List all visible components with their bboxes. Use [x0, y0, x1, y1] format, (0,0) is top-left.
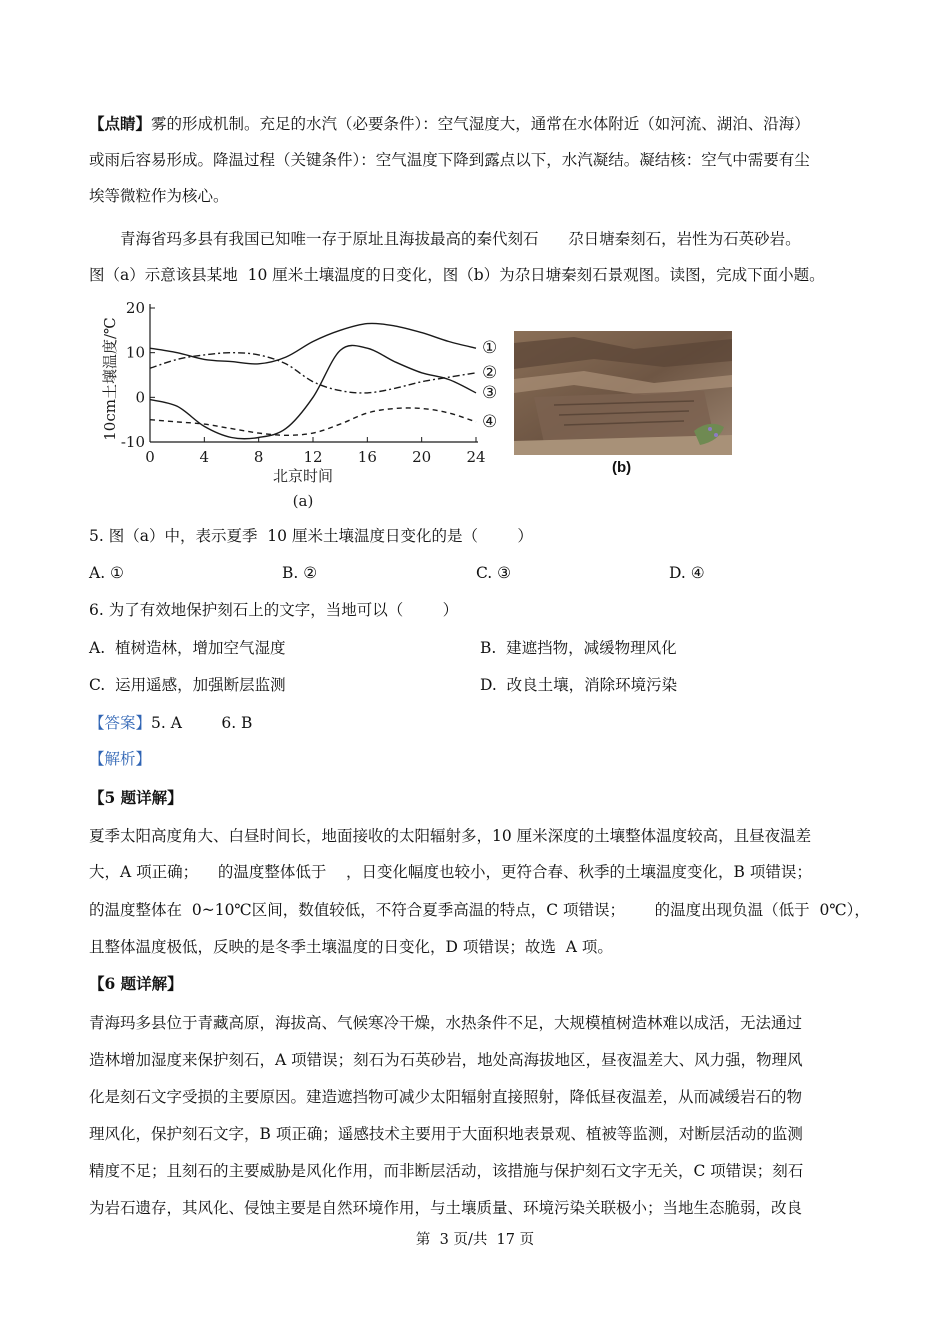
dianjing-tag: 【点睛】	[89, 114, 152, 133]
q5-option-a: A. ①	[89, 564, 124, 582]
photo-caption: (b)	[612, 459, 632, 476]
stone-carving-photo	[514, 331, 732, 455]
y-tick-label: -10	[120, 433, 145, 451]
answer-text: 5. A 6. B	[151, 714, 253, 732]
x-tick-label: 0	[145, 448, 155, 466]
dianjing-line-3: 埃等微粒作为核心。	[89, 187, 229, 205]
q6-option-d: D. 改良土壤，消除环境污染	[480, 676, 678, 694]
x-tick-label: 16	[357, 448, 377, 466]
d6-line-6: 为岩石遗存，其风化、侵蚀主要是自然环境作用，与土壤质量、环境污染关联极小；当地生态脆弱，改良	[89, 1199, 803, 1217]
series-line-1	[150, 323, 476, 364]
y-axis-label: 10cm土壤温度/℃	[101, 317, 119, 441]
d5-line-3: 的温度整体在 0~10℃区间，数值较低，不符合夏季高温的特点，C 项错误； 的温度出现负温（低于 0℃），	[89, 901, 870, 919]
y-tick-label: 20	[125, 299, 145, 317]
series-line-4	[150, 408, 476, 435]
q6-option-c: C. 运用遥感，加强断层监测	[89, 676, 286, 694]
d6-line-4: 理风化，保护刻石文字，B 项正确；遥感技术主要用于大面积地表景观、植被等监测，对断层活动的监测	[89, 1125, 803, 1143]
series-label-4: ④	[482, 411, 498, 432]
stem-line-1: 青海省玛多县有我国已知唯一存于原址且海拔最高的秦代刻石 尕日塘秦刻石，岩性为石英砂岩。	[120, 230, 801, 248]
analysis-tag: 【解析】	[89, 750, 152, 768]
dianjing-line-2: 或雨后容易形成。降温过程（关键条件）：空气温度下降到露点以下，水汽凝结。凝结核：空气中需要有尘	[89, 151, 810, 169]
stem-line-2: 图（a）示意该县某地 10 厘米土壤温度的日变化，图（b）为尕日塘秦刻石景观图。读图，完成下面小题。	[89, 266, 825, 284]
series-label-3: ③	[482, 382, 498, 403]
q6-option-b: B. 建遮挡物，减缓物理风化	[480, 639, 677, 657]
y-tick-label: 10	[125, 343, 145, 362]
y-tick-label: 0	[135, 388, 145, 407]
soil-temperature-chart	[95, 292, 515, 514]
page-footer	[0, 1228, 950, 1249]
answer-tag: 【答案】	[89, 714, 152, 732]
x-tick-label: 8	[253, 448, 264, 466]
x-axis-label: 北京时间	[272, 467, 334, 485]
d5-line-1: 夏季太阳高度角大、白昼时间长，地面接收的太阳辐射多，10 厘米深度的土壤整体温度较高，且昼夜温差	[89, 827, 812, 845]
d6-line-1: 青海玛多县位于青藏高原，海拔高、气候寒冷干燥，水热条件不足，大规模植树造林难以成活，无法通过	[89, 1014, 803, 1032]
q5-option-c: C. ③	[476, 564, 512, 582]
d6-line-3: 化是刻石文字受损的主要原因。建造遮挡物可减少太阳辐射直接照射，降低昼夜温差，从而减缓岩石的物	[89, 1088, 803, 1106]
series-label-2: ②	[482, 362, 498, 383]
d6-title: 【6 题详解】	[89, 974, 183, 993]
page-number: 第 3 页/共 17 页	[415, 1232, 535, 1248]
x-tick-label: 12	[303, 448, 323, 466]
x-tick-label: 4	[199, 448, 210, 466]
q5-stem: 5. 图（a）中，表示夏季 10 厘米土壤温度日变化的是（ ）	[89, 527, 533, 545]
x-tick-label: 20	[412, 448, 432, 466]
dianjing-line-1: 【点睛】雾的形成机制。充足的水汽（必要条件）：空气湿度大，通常在水体附近（如河流、湖泊、沿海）	[89, 114, 810, 133]
x-tick-label: 24	[466, 448, 486, 466]
d5-line-4: 且整体温度极低，反映的是冬季土壤温度的日变化，D 项错误；故选 A 项。	[89, 938, 613, 956]
q5-option-d: D. ④	[669, 564, 705, 582]
d5-title: 【5 题详解】	[89, 788, 183, 807]
q5-option-b: B. ②	[282, 564, 318, 582]
d6-line-5: 精度不足；且刻石的主要威胁是风化作用，而非断层活动，该措施与保护刻石文字无关，C 项错误；刻石	[89, 1162, 804, 1180]
answer-line	[89, 713, 252, 733]
series-line-3	[150, 345, 476, 438]
q6-stem: 6. 为了有效地保护刻石上的文字，当地可以（ ）	[89, 601, 459, 619]
d6-line-2: 造林增加湿度来保护刻石，A 项错误；刻石为石英砂岩，地处高海拔地区，昼夜温差大、风力强，物理风	[89, 1051, 803, 1069]
chart-caption: (a)	[292, 492, 314, 510]
series-label-1: ①	[482, 338, 498, 359]
q6-option-a: A. 植树造林，增加空气湿度	[89, 639, 286, 657]
d5-line-2: 大，A 项正确； 的温度整体低于 ，日变化幅度也较小，更符合春、秋季的土壤温度变化，B 项错误；	[89, 863, 812, 881]
